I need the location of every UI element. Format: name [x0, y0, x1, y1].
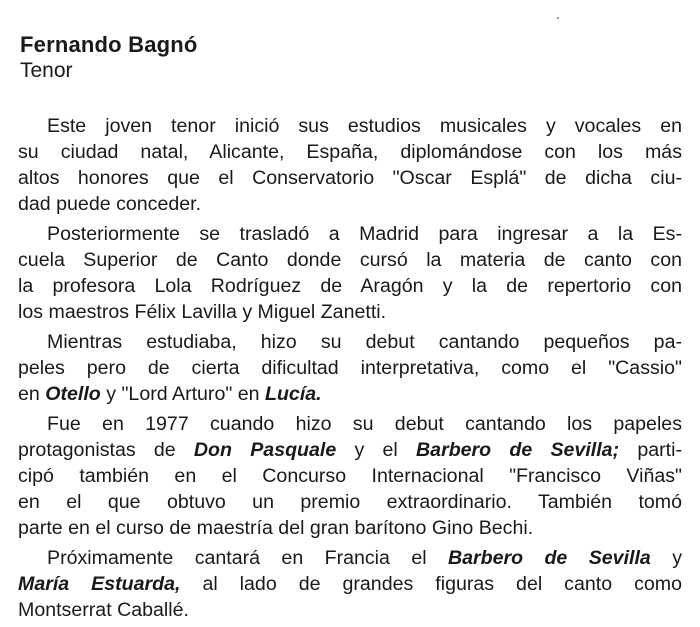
work-title: Lucía.	[265, 383, 322, 405]
text-line: peles pero de cierta dificultad interpretativa, como el "Cassio"	[18, 357, 682, 379]
scan-speck	[557, 17, 559, 19]
text-line	[18, 437, 682, 463]
artist-name: Fernando Bagnó	[20, 32, 198, 57]
text-line: Mientras estudiaba, hizo su debut cantando pequeños pa-	[47, 331, 682, 353]
paragraph-3	[18, 329, 682, 407]
text-line: cipó también en el Concurso Internacional "Francisco Viñas"	[18, 465, 682, 487]
text-line	[18, 381, 682, 407]
text-run: y "Lord Arturo" en	[100, 383, 265, 405]
text-run: Próximamente cantará en Francia el	[47, 547, 448, 569]
text-line: altos honores que el Conservatorio "Oscar Esplá" de dicha ciu-	[18, 167, 682, 189]
paragraph-2	[18, 221, 682, 325]
paragraph-5	[18, 545, 682, 623]
text-line: parte en el curso de maestría del gran barítono Gino Bechi.	[18, 517, 534, 539]
biography-text	[18, 113, 682, 627]
work-title: Don Pasquale	[193, 439, 337, 461]
text-run: y	[650, 547, 682, 569]
text-run: en	[18, 383, 46, 405]
text-run: y el	[336, 439, 417, 461]
text-line: los maestros Félix Lavilla y Miguel Zanetti.	[18, 301, 387, 323]
work-title: Barbero de Sevilla;	[416, 439, 620, 461]
text-line: dad puede conceder.	[18, 193, 202, 215]
text-run: al lado de grandes figuras del canto como	[180, 573, 682, 595]
text-run: parti-	[619, 439, 682, 461]
text-line: Montserrat Caballé.	[18, 599, 189, 621]
text-line	[18, 571, 682, 597]
text-line: cuela Superior de Canto donde cursó la materia de canto con	[18, 249, 682, 271]
text-run: protagonistas de	[18, 439, 194, 461]
work-title: Otello	[45, 383, 101, 405]
paragraph-1	[18, 113, 682, 217]
work-title: María Estuarda,	[18, 573, 181, 595]
text-line	[18, 545, 682, 571]
artist-role: Tenor	[20, 59, 73, 82]
text-line: su ciudad natal, Alicante, España, diplomándose con los más	[18, 141, 682, 163]
text-line: Posteriormente se trasladó a Madrid para ingresar a la Es-	[47, 223, 682, 245]
text-line: la profesora Lola Rodríguez de Aragón y la de repertorio con	[18, 275, 682, 297]
text-line: Fue en 1977 cuando hizo su debut cantando los papeles	[47, 413, 682, 435]
paragraph-4	[18, 411, 682, 541]
text-line: en el que obtuvo un premio extraordinario. También tomó	[18, 491, 682, 513]
text-line: Este joven tenor inició sus estudios musicales y vocales en	[47, 115, 682, 137]
work-title: Barbero de Sevilla	[447, 547, 651, 569]
